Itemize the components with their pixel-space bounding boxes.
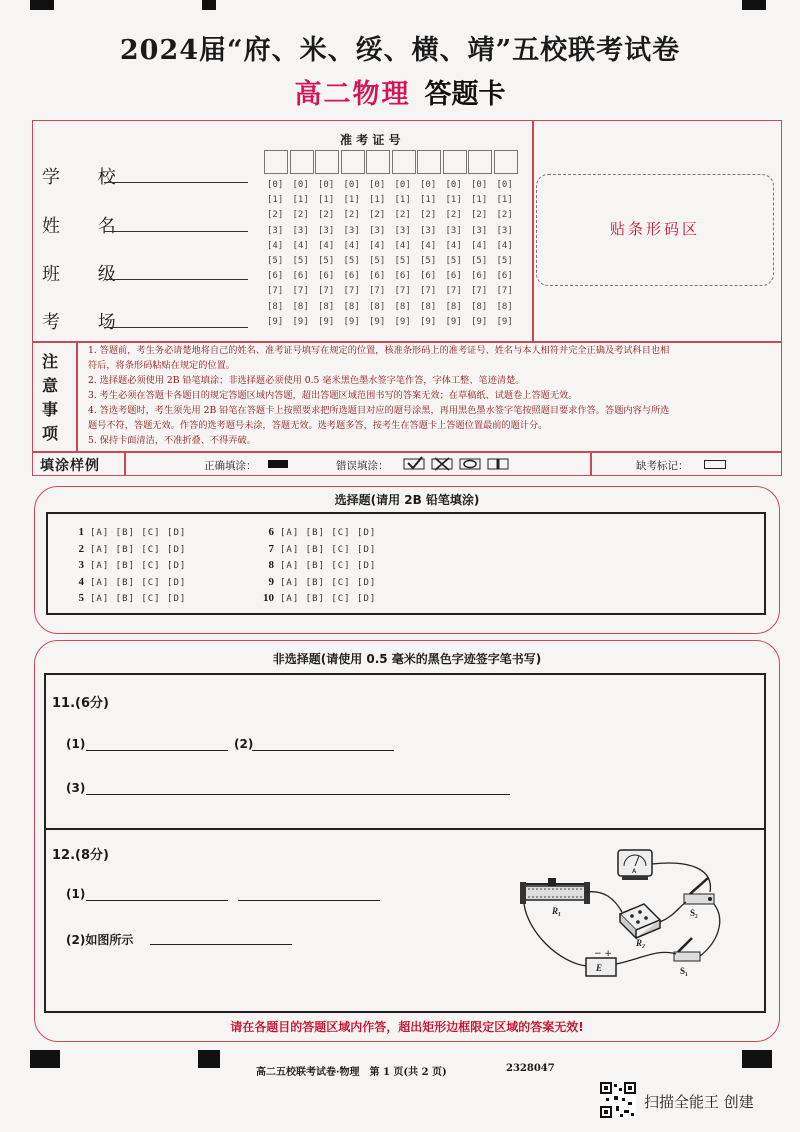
ticket-digit-bubble[interactable]: [4]: [445, 240, 462, 251]
ticket-digit-bubble[interactable]: [8]: [369, 301, 386, 312]
wrong-fill-label: 错误填涂：: [336, 460, 389, 472]
ticket-digit-bubble[interactable]: [5]: [496, 256, 513, 266]
room-field[interactable]: [104, 327, 248, 328]
question-number: 8: [268, 559, 274, 571]
scanner-watermark: 扫描全能王 创建: [644, 1093, 754, 1111]
wrong-fill-marks: [400, 455, 510, 477]
exam-title: 2024届“府、米、绥、横、靖”五校联考试卷: [119, 35, 681, 66]
ticket-digit-bubble[interactable]: [5]: [343, 256, 360, 266]
ticket-digit-bubble[interactable]: [4]: [369, 240, 386, 251]
footer-page-info: 高二五校联考试卷·物理 第 1 页(共 2 页): [256, 1067, 447, 1078]
ticket-digit-bubble[interactable]: [7]: [369, 286, 386, 297]
ticket-digit-bubble[interactable]: [2]: [267, 210, 284, 221]
ticket-digit-bubble[interactable]: [2]: [318, 210, 335, 221]
ammeter-icon: [618, 850, 652, 880]
ticket-digit-bubble[interactable]: [6]: [496, 271, 513, 282]
ticket-digit-bubble[interactable]: [7]: [471, 286, 488, 297]
circuit-diagram: [518, 842, 728, 988]
ticket-digit-bubble[interactable]: [5]: [445, 256, 462, 266]
ticket-number-label: 准 考 证 号: [340, 133, 401, 147]
q12-part1-label: (1): [66, 887, 86, 901]
note-line: 1. 答题前，考生务必请楚地将自己的姓名、准考证号填写在规定的位置，核准条形码上的准考证号、姓名与本人相符并完全正确及考试科目也相: [88, 345, 670, 356]
ticket-digit-bubble[interactable]: [2]: [369, 210, 386, 221]
ticket-digit-bubble[interactable]: [0]: [471, 180, 488, 190]
q12-part2-label: (2)如图所示: [66, 933, 134, 947]
ticket-digit-box[interactable]: [443, 150, 467, 174]
ticket-digit-bubble[interactable]: [5]: [267, 256, 284, 266]
school-label: 学 校: [42, 167, 132, 188]
ticket-digit-bubble[interactable]: [6]: [318, 271, 335, 282]
q12-part1-line-b[interactable]: [238, 900, 380, 901]
ticket-digit-bubble[interactable]: [1]: [394, 195, 411, 206]
ticket-digit-bubble[interactable]: [3]: [496, 225, 513, 236]
ticket-digit-bubble[interactable]: [8]: [267, 301, 284, 312]
resistor-box-icon: [620, 904, 660, 938]
ticket-digit-bubble[interactable]: [1]: [318, 195, 335, 206]
ticket-digit-bubble[interactable]: [5]: [369, 256, 386, 266]
note-line: 题号不符，答题无效。作答的选考题号未涂，答题无效。选考题多答，按考生在答题卡上答题位置最前的题计分。: [88, 420, 548, 431]
ticket-digit-bubble[interactable]: [6]: [394, 271, 411, 282]
ticket-digit-bubble[interactable]: [5]: [292, 256, 309, 266]
q-divider: [44, 828, 766, 830]
ticket-digit-bubble[interactable]: [1]: [292, 195, 309, 206]
answer-bubbles[interactable]: [A] [B] [C] [D]: [90, 528, 187, 538]
ticket-digit-bubble[interactable]: [4]: [318, 240, 335, 251]
barcode-label: 贴条形码区: [609, 220, 700, 238]
question-number: 5: [78, 592, 84, 604]
ticket-digit-bubble[interactable]: [9]: [394, 316, 411, 327]
ticket-digit-box[interactable]: [315, 150, 339, 174]
fig-label-r2: R₂: [636, 938, 646, 948]
ticket-digit-bubble[interactable]: [1]: [445, 195, 462, 206]
ticket-digit-bubble[interactable]: [5]: [318, 256, 335, 266]
ticket-digit-bubble[interactable]: [0]: [394, 180, 411, 190]
ticket-digit-bubble[interactable]: [3]: [343, 225, 360, 236]
barcode-divider: [532, 120, 534, 342]
ticket-digit-box[interactable]: [494, 150, 518, 174]
ticket-digit-bubble[interactable]: [2]: [420, 210, 437, 221]
class-field[interactable]: [104, 279, 248, 280]
ticket-digit-box[interactable]: [264, 150, 288, 174]
absent-mark-label: 缺考标记：: [636, 460, 689, 472]
ticket-digit-bubble[interactable]: [4]: [420, 240, 437, 251]
ticket-digit-bubble[interactable]: [0]: [496, 180, 513, 190]
choice-question-row: [66, 586, 186, 605]
ticket-digit-bubble[interactable]: [9]: [318, 316, 335, 327]
ticket-digit-bubble[interactable]: [2]: [343, 210, 360, 221]
note-line: 2. 选择题必须使用 2B 铅笔填涂；非选择题必须使用 0.5 毫米黑色墨水签字笔作答，字体工整、笔迹清楚。: [88, 375, 525, 386]
answer-bubbles[interactable]: [A] [B] [C] [D]: [90, 561, 187, 571]
ticket-digit-bubble[interactable]: [0]: [420, 180, 437, 190]
question-number: 3: [78, 559, 84, 571]
ticket-digit-bubble[interactable]: [9]: [420, 316, 437, 327]
ticket-digit-bubble[interactable]: [5]: [394, 256, 411, 266]
ticket-digit-bubble[interactable]: [0]: [292, 180, 309, 190]
ticket-digit-bubble[interactable]: [1]: [343, 195, 360, 206]
ticket-digit-bubble[interactable]: [8]: [496, 301, 513, 312]
fig-label-s1: S₁: [680, 966, 688, 976]
ticket-digit-bubble[interactable]: [0]: [318, 180, 335, 190]
registration-mark-bm: [198, 1050, 220, 1068]
ticket-digit-bubble[interactable]: [7]: [420, 286, 437, 297]
name-field[interactable]: [104, 231, 248, 232]
boundary-warning: 请在各题目的答题区域内作答，超出矩形边框限定区域的答案无效!: [230, 1020, 584, 1034]
ticket-digit-bubble[interactable]: [3]: [394, 225, 411, 236]
question-number: 6: [268, 526, 274, 538]
notes-label: 注意事项: [42, 352, 59, 443]
ticket-digit-bubble[interactable]: [9]: [343, 316, 360, 327]
answer-bubbles[interactable]: [A] [B] [C] [D]: [90, 594, 187, 604]
ticket-digit-bubble[interactable]: [5]: [420, 256, 437, 266]
registration-mark-tr: [202, 0, 216, 10]
subject-label: 高二物理: [294, 79, 411, 110]
ticket-digit-bubble[interactable]: [0]: [267, 180, 284, 190]
ticket-digit-bubble[interactable]: [8]: [471, 301, 488, 312]
q11-part2-line[interactable]: [252, 750, 394, 751]
ticket-digit-bubble[interactable]: [8]: [318, 301, 335, 312]
ticket-digit-bubble[interactable]: [0]: [343, 180, 360, 190]
ticket-digit-bubble[interactable]: [9]: [267, 316, 284, 327]
ticket-digit-bubble[interactable]: [7]: [394, 286, 411, 297]
answer-bubbles[interactable]: [A] [B] [C] [D]: [280, 577, 377, 588]
name-label: 姓 名: [42, 216, 132, 237]
ticket-digit-bubble[interactable]: [7]: [292, 286, 309, 297]
registration-mark-tl: [30, 0, 54, 10]
q11-part2-label: (2): [234, 737, 254, 751]
ticket-digit-bubble[interactable]: [5]: [471, 256, 488, 266]
fig-label-a: A: [632, 869, 637, 875]
ticket-digit-bubble[interactable]: [6]: [445, 271, 462, 282]
q12-part2-line[interactable]: [150, 944, 292, 945]
answer-bubbles[interactable]: [A] [B] [C] [D]: [90, 577, 187, 588]
ticket-digit-box[interactable]: [392, 150, 416, 174]
question-number: 2: [78, 542, 84, 555]
ticket-digit-box[interactable]: [468, 150, 492, 174]
correct-fill-mark: [268, 460, 288, 468]
ticket-digit-bubble[interactable]: [3]: [369, 225, 386, 236]
ticket-digit-bubble[interactable]: [9]: [496, 316, 513, 327]
ticket-digit-bubble[interactable]: [9]: [292, 316, 309, 327]
q11-label: 11.(6分): [52, 696, 109, 711]
ticket-digit-bubble[interactable]: [3]: [267, 225, 284, 236]
ticket-digit-bubble[interactable]: [4]: [496, 240, 513, 251]
footer-code: 2328047: [506, 1063, 555, 1074]
svg-text:− +: − +: [594, 949, 612, 959]
ticket-digit-box[interactable]: [290, 150, 314, 174]
sample-label: 填涂样例: [40, 458, 100, 474]
q12-label: 12.(8分): [52, 848, 109, 863]
ticket-digit-bubble[interactable]: [1]: [496, 195, 513, 206]
question-number: 4: [78, 575, 84, 588]
ticket-digit-bubble[interactable]: [9]: [369, 316, 386, 327]
ticket-digit-bubble[interactable]: [4]: [267, 240, 284, 251]
class-label: 班 级: [42, 264, 132, 285]
ticket-digit-bubble[interactable]: [6]: [369, 271, 386, 282]
ticket-digit-bubble[interactable]: [6]: [292, 271, 309, 282]
ticket-digit-bubble[interactable]: [3]: [292, 225, 309, 236]
fig-label-r1: R₁: [552, 906, 562, 916]
card-label: 答题卡: [424, 79, 506, 110]
page-subtitle: [0, 72, 800, 111]
ticket-digit-bubble[interactable]: [6]: [343, 271, 360, 282]
ticket-digit-bubble[interactable]: [0]: [369, 180, 386, 190]
ticket-digit-bubble[interactable]: [9]: [471, 316, 488, 327]
room-label: 考 场: [42, 312, 132, 333]
school-field[interactable]: [104, 182, 248, 183]
switch-s1-icon: [674, 938, 700, 961]
ticket-digit-bubble[interactable]: [6]: [420, 271, 437, 282]
absent-mark-box[interactable]: [704, 460, 726, 469]
ticket-digit-bubble[interactable]: [0]: [445, 180, 462, 190]
answer-bubbles[interactable]: [A] [B] [C] [D]: [90, 544, 187, 555]
ticket-digit-bubble[interactable]: [3]: [471, 225, 488, 236]
ticket-digit-bubble[interactable]: [1]: [267, 195, 284, 206]
ticket-digit-bubble[interactable]: [4]: [394, 240, 411, 251]
sample-divider-2: [590, 452, 592, 476]
q11-part3-line[interactable]: [86, 794, 510, 795]
fig-label-s2: S₂: [690, 908, 698, 918]
answer-bubbles[interactable]: [A] [B] [C] [D]: [280, 528, 377, 538]
rheostat-icon: [520, 878, 590, 904]
qr-code-graphic: [600, 1082, 636, 1118]
ticket-digit-bubble[interactable]: [7]: [343, 286, 360, 297]
ticket-digit-bubble[interactable]: [9]: [445, 316, 462, 327]
answer-bubbles[interactable]: [A] [B] [C] [D]: [280, 561, 377, 571]
ticket-digit-bubble[interactable]: [2]: [471, 210, 488, 221]
ticket-digit-bubble[interactable]: [2]: [394, 210, 411, 221]
nonchoice-title: 非选择题(请使用 0.5 毫米的黑色字迹签字笔书写): [272, 652, 542, 666]
choice-title: 选择题(请用 2B 铅笔填涂): [334, 493, 480, 507]
registration-mark-br: [742, 1050, 772, 1068]
sample-divider-1: [124, 452, 126, 476]
question-number: 1: [78, 526, 84, 538]
ticket-digit-bubble[interactable]: [8]: [445, 301, 462, 312]
correct-fill-label: 正确填涂：: [204, 460, 257, 472]
ticket-digit-bubble[interactable]: [4]: [471, 240, 488, 251]
note-line: 5. 保持卡面清洁，不准折叠、不得弄破。: [88, 435, 256, 446]
qr-code-icon: [600, 1082, 636, 1118]
note-line: 4. 答选考题时，考生须先用 2B 铅笔在答题卡上按照要求把所选题目对应的题号涂黑，再用黑色墨水签字笔按照题目要求作答。答题内容与所选: [88, 405, 670, 416]
q11-part1-line[interactable]: [86, 750, 228, 751]
ticket-digit-bubble[interactable]: [7]: [267, 286, 284, 297]
ticket-digit-bubble[interactable]: [3]: [318, 225, 335, 236]
ticket-digit-bubble[interactable]: [7]: [496, 286, 513, 297]
ticket-digit-bubble[interactable]: [8]: [292, 301, 309, 312]
ticket-digit-bubble[interactable]: [3]: [445, 225, 462, 236]
ticket-digit-bubble[interactable]: [3]: [420, 225, 437, 236]
q12-part1-line-a[interactable]: [86, 900, 228, 901]
ticket-digit-bubble[interactable]: [2]: [496, 210, 513, 221]
ticket-digit-bubble[interactable]: [7]: [445, 286, 462, 297]
ticket-digit-bubble[interactable]: [1]: [471, 195, 488, 206]
q11-part3-label: (3): [66, 781, 86, 795]
note-line: 符后，将条形码粘贴在规定的位置。: [88, 360, 235, 371]
answer-bubbles[interactable]: [A] [B] [C] [D]: [280, 544, 377, 555]
notes-lines: [88, 343, 778, 448]
ticket-digit-bubble[interactable]: [8]: [420, 301, 437, 312]
question-number: 10: [263, 592, 274, 604]
registration-mark-tr2: [742, 0, 766, 10]
ticket-digit-bubble[interactable]: [8]: [394, 301, 411, 312]
ticket-digit-bubble[interactable]: [1]: [369, 195, 386, 206]
ticket-digit-bubble[interactable]: [2]: [445, 210, 462, 221]
question-number: 9: [268, 575, 274, 588]
ticket-digit-bubble[interactable]: [4]: [343, 240, 360, 251]
question-number: 7: [268, 542, 274, 555]
ticket-digit-bubble[interactable]: [4]: [292, 240, 309, 251]
fig-label-e: E: [596, 963, 603, 973]
choice-question-row: [256, 586, 376, 605]
ticket-digit-bubble[interactable]: [8]: [343, 301, 360, 312]
notes-divider: [76, 342, 78, 452]
registration-mark-bl: [30, 1050, 60, 1068]
ticket-digit-box[interactable]: [366, 150, 390, 174]
note-line: 3. 考生必须在答题卡各题目的规定答题区域内答题，超出答题区域范围书写的答案无效；在草稿纸、试题卷上答题无效。: [88, 390, 578, 401]
q11-part1-label: (1): [66, 737, 86, 751]
ticket-digit-bubble[interactable]: [6]: [267, 271, 284, 282]
ticket-digit-bubble[interactable]: [1]: [420, 195, 437, 206]
ticket-digit-box[interactable]: [417, 150, 441, 174]
ticket-digit-box[interactable]: [341, 150, 365, 174]
ticket-digit-bubble[interactable]: [6]: [471, 271, 488, 282]
wrong-fill-icons: [400, 455, 510, 473]
ticket-digit-bubble[interactable]: [2]: [292, 210, 309, 221]
answer-bubbles[interactable]: [A] [B] [C] [D]: [280, 594, 377, 604]
ticket-digit-bubble[interactable]: [7]: [318, 286, 335, 297]
